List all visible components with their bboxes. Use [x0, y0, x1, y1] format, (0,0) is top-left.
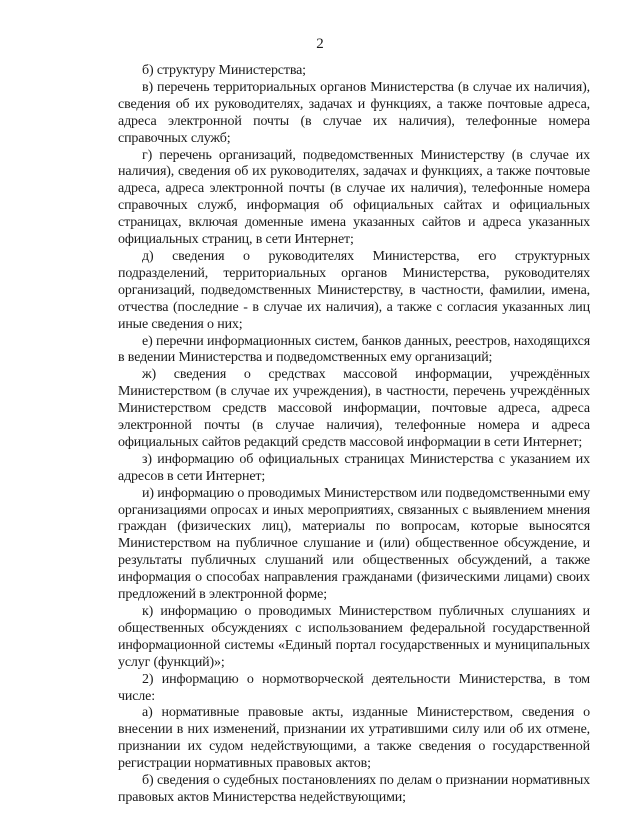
- paragraph-i-surveys: и) информацию о проводимых Министерством или подведомственными ему организациями опросах и иных мероприятиях, связанных с выявлением мнения граждан (физических лиц), материалы по вопросам, которые выносятся Министерством на публичное слушание и (или) общественное обсуждение, и результаты публичных слушаний или общественных обсуждений, а также информация о способах направления гражданами (физическими лицами) своих предложений в электронной форме;: [118, 485, 590, 603]
- paragraph-v-territorial-bodies: в) перечень территориальных органов Министерства (в случае их наличия), сведения об их руководителях, задачах и функциях, а также почтовые адреса, адреса электронной почты (в случае их наличия), телефонные номера справочных служб;: [118, 79, 590, 146]
- paragraph-b-court-decisions: б) сведения о судебных постановлениях по делам о признании нормативных правовых актов Министерства недействующими;: [118, 773, 590, 805]
- paragraph-g-subordinate-organizations: г) перечень организаций, подведомственных Министерству (в случае их наличия), сведения об их руководителях, задачах и функциях, а также почтовые адреса, адреса электронной почты (в случае их наличия), телефонные номера справочных служб, информация об официальных сайтах и официальных страницах, включая доменные имена указанных сайтов и адреса указанных официальных страниц, в сети Интернет;: [118, 147, 590, 248]
- document-body: [118, 63, 590, 807]
- page-number: 2: [316, 36, 324, 52]
- paragraph-e-information-systems: е) перечни информационных систем, банков данных, реестров, находящихся в ведении Министерства и подведомственных ему организаций;: [118, 333, 590, 366]
- paragraph-b-structure: б) структуру Министерства;: [142, 63, 306, 78]
- paragraph-k-public-hearings: к) информацию о проводимых Министерством публичных слушаниях и общественных обсуждениях с использованием федеральной государственной информационной системы «Единый портал государственных и муниципальных услуг (функций)»;: [118, 604, 590, 670]
- paragraph-zh-mass-media: ж) сведения о средствах массовой информации, учреждённых Министерством (в случае их учреждения), в частности, перечень учреждённых Министерством средств массовой информации, почтовые адреса, адреса электронной почты (в случае наличия), телефонные номера и адреса официальных сайтов редакций средств массовой информации в сети Интернет;: [118, 367, 590, 450]
- paragraph-2-normative-activity: 2) информацию о нормотворческой деятельности Министерства, в том числе:: [118, 671, 590, 704]
- paragraph-z-official-pages: з) информацию об официальных страницах Министерства с указанием их адресов в сети Интернет;: [118, 451, 590, 484]
- paragraph-a-legal-acts: а) нормативные правовые акты, изданные Министерством, сведения о внесении в них изменений, признании их утратившими силу или об их отмене, признании их судом недействующими, а также сведения о государственной регистрации нормативных правовых актов;: [118, 705, 590, 772]
- paragraph-d-leaders: д) сведения о руководителях Министерства, его структурных подразделений, территориальных органов Министерства, руководителях организаций, подведомственных Министерству, в частности, фамилии, имена, отчества (последние - в случае их наличия), а также с согласия указанных лиц иные сведения о них;: [118, 248, 590, 332]
